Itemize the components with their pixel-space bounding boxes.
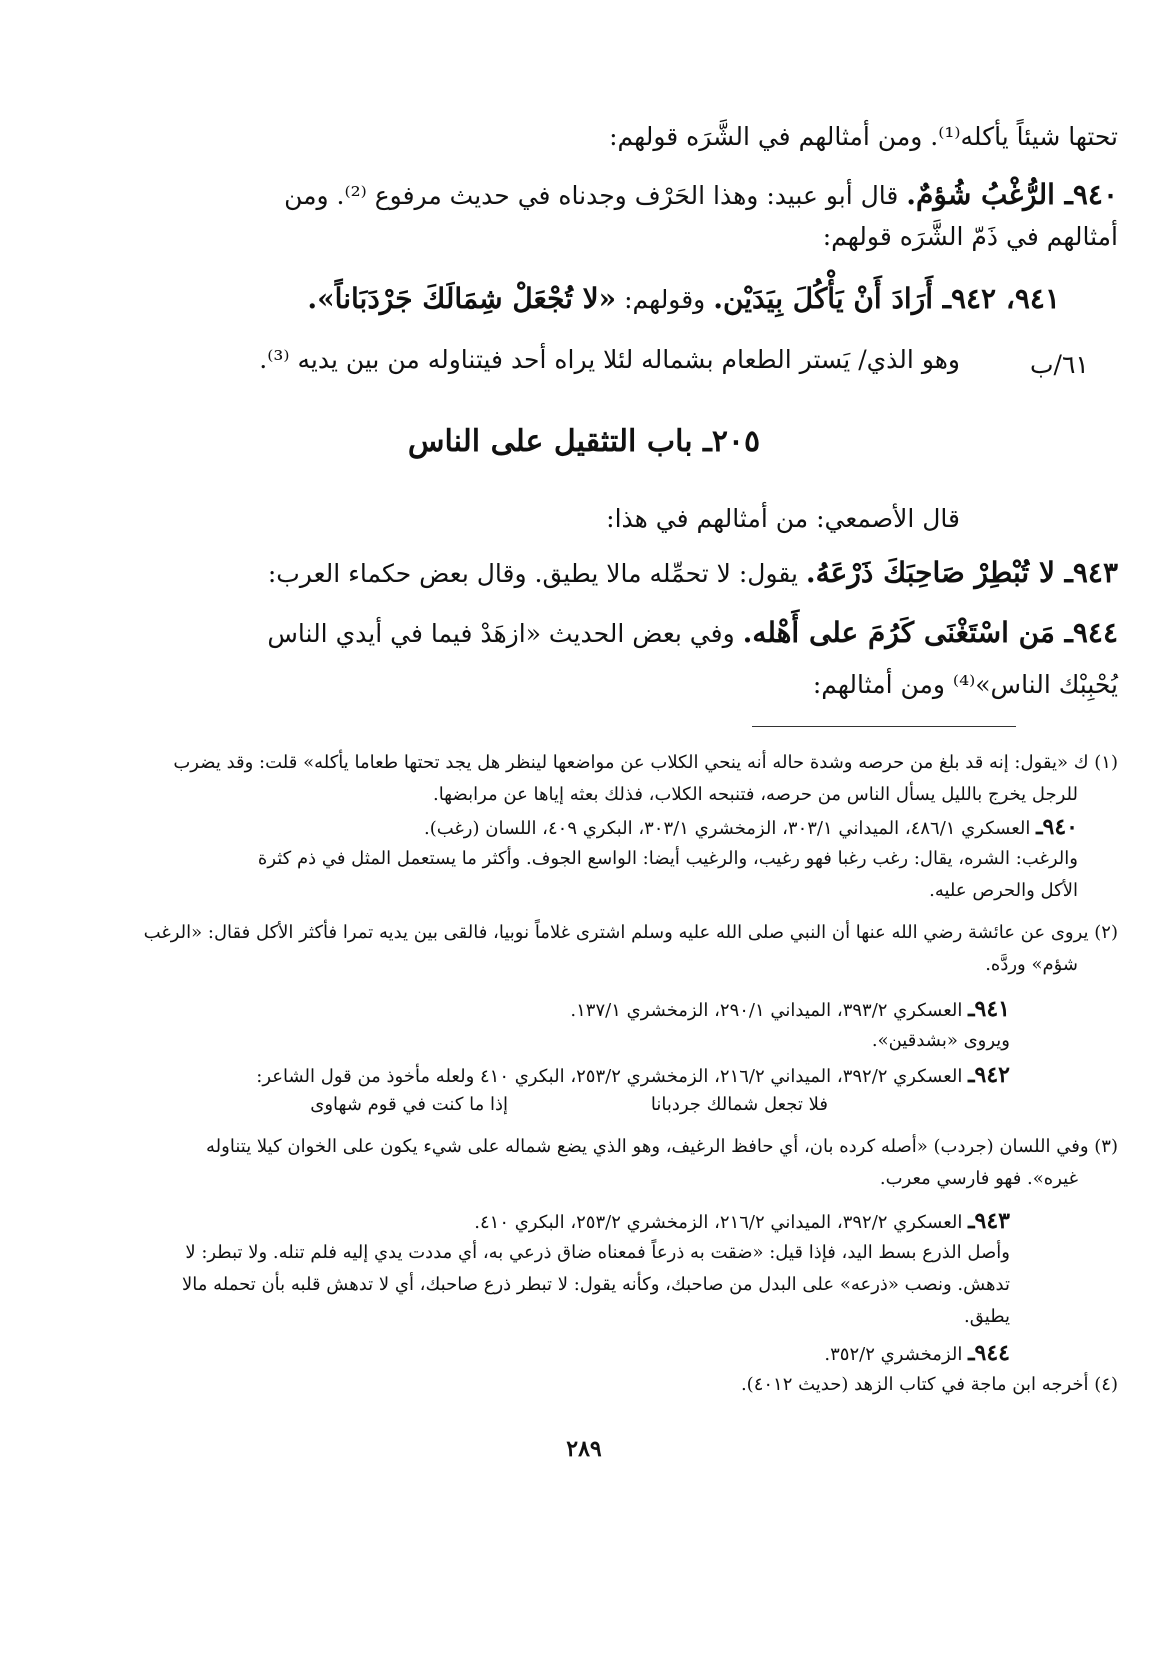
main-line-1-text: تحتها شيئاً يأكله⁽¹⁾. ومن أمثالهم في الشَّرَه قولهم:	[609, 122, 1118, 151]
proverb-943-comment: يقول: لا تحمِّله مالا يطيق. وقال بعض حكماء العرب:	[267, 559, 806, 588]
footnote-3-ref-944	[824, 1340, 1010, 1366]
proverb-944: ٩٤٤ـ مَن اسْتَغْنَى كَرُمَ على أَهْله.	[742, 616, 1118, 649]
footnote-2-ref-941	[570, 996, 1010, 1022]
ref-944-text: الزمخشري ٣٥٢/٢.	[824, 1344, 969, 1365]
footnote-1-line-4: والرغب: الشره، يقال: رغب رغبا فهو رغيب، والرغيب أيضا: الواسع الجوف. وأكثر ما يستعمل المثل في ذم كثرة	[257, 848, 1078, 869]
proverb-940: ٩٤٠ـ الرُّغْبُ شُؤمٌ.	[906, 178, 1118, 211]
footnote-3-line-2: غيره». فهو فارسي معرب.	[879, 1168, 1078, 1189]
footnote-1-ref-940	[424, 814, 1078, 840]
main-line-9-text: يُحْبِبْك الناس»⁽⁴⁾ ومن أمثالهم:	[812, 670, 1118, 699]
footnote-3-line-4: وأصل الذرع بسط اليد، فإذا قيل: «ضقت به ذرعاً فمعناه ضاق ذرعي به، أي مددت يدي إليه فلم تنله. ولا تبطر: لا	[185, 1242, 1010, 1263]
verse-hemistich-1: إذا ما كنت في قوم شهاوى	[310, 1094, 508, 1115]
main-line-5-text: وهو الذي/ يَستر الطعام بشماله لئلا يراه أحد فيتناوله من بين يديه ⁽³⁾.	[259, 345, 960, 374]
proverb-943: ٩٤٣ـ لا تُبْطِرْ صَاحِبَكَ ذَرْعَهُ.	[805, 556, 1118, 589]
proverb-940-line	[284, 178, 1118, 211]
proverb-940-comment: قال أبو عبيد: وهذا الحَرْف وجدناه في حديث مرفوع ⁽²⁾. ومن	[284, 181, 907, 210]
margin-folio-note: ٦١/ب	[1030, 350, 1089, 379]
ref-944-number: ٩٤٤ـ	[968, 1340, 1010, 1366]
proverb-944-line	[267, 616, 1118, 649]
ref-942-number: ٩٤٢ـ	[968, 1062, 1010, 1088]
ref-940-text: العسكري ٤٨٦/١، الميداني ٣٠٣/١، الزمخشري ٣٠٣/١، البكري ٤٠٩، اللسان (رغب).	[423, 818, 1037, 839]
footnote-3-line-5: تدهش. ونصب «ذرعه» على البدل من صاحبك، وكأنه يقول: لا تبطر ذرع صاحبك، أي لا تدهش قلبه بأن تحمله مالا	[181, 1274, 1010, 1295]
main-line-1	[609, 122, 1118, 151]
footnote-2-line-1: (٢) يروى عن عائشة رضي الله عنها أن النبي صلى الله عليه وسلم اشترى غلاماً نوبيا، فالقى بين يديه تمرا فأكثر الأكل فقال: «الرغب	[143, 922, 1118, 943]
footnote-1-line-2: للرجل يخرج بالليل يسأل الناس من حرصه، فتنبحه الكلاب، فذلك بعثه إياها عن مرابضها.	[432, 784, 1078, 805]
footnote-separator	[752, 726, 1016, 727]
ref-942-text: العسكري ٣٩٢/٢، الميداني ٢١٦/٢، الزمخشري ٢٥٣/٢، البكري ٤١٠ ولعله مأخوذ من قول الشاعر:	[256, 1066, 969, 1087]
ref-940-number: ٩٤٠ـ	[1036, 814, 1078, 840]
main-line-3-text: أمثالهم في ذَمّ الشَّرَه قولهم:	[822, 222, 1118, 251]
proverb-943-line	[268, 556, 1118, 589]
main-line-3	[823, 222, 1118, 251]
main-line-6-text: قال الأصمعي: من أمثالهم في هذا:	[606, 504, 960, 533]
footnote-3-line-1: (٣) وفي اللسان (جردب) «أصله كرده بان، أي حافظ الرغيف، وهو الذي يضع شماله على شيء يكون على الخوان كيلا يتناوله	[206, 1136, 1118, 1157]
proverb-941-942: ٩٤١، ٩٤٢ـ أَرَادَ أَنْ يَأْكُلَ بِيَدَيْن.	[713, 282, 1060, 315]
footnote-1-line-5: الأكل والحرص عليه.	[929, 880, 1078, 901]
footnote-1-line-1: (١) ك «يقول: إنه قد بلغ من حرصه وشدة حاله أنه ينحي الكلاب عن مواضعها لينظر هل يجد تحتها طعاما يأكله» قلت: وقد يضرب	[173, 752, 1118, 773]
proverb-connector: وقولهم:	[616, 285, 714, 314]
footnote-3-ref-943	[474, 1208, 1010, 1234]
footnote-2-ref-942	[256, 1062, 1010, 1088]
ref-943-text: العسكري ٣٩٢/٢، الميداني ٢١٦/٢، الزمخشري ٢٥٣/٢، البكري ٤١٠.	[474, 1212, 969, 1233]
chapter-title: ٢٠٥ـ باب التثقيل على الناس	[407, 424, 761, 459]
main-line-9	[813, 670, 1118, 699]
proverb-944-comment: وفي بعض الحديث «ازهَدْ فيما في أيدي الناس	[267, 619, 743, 648]
page-number: ٢٨٩	[566, 1436, 602, 1462]
footnote-2-line-2: شؤم» وردَّه.	[985, 954, 1078, 975]
ref-943-number: ٩٤٣ـ	[968, 1208, 1010, 1234]
proverb-jardaban: «لا تُجْعَلْ شِمَالَكَ جَرْدَبَاناً».	[307, 282, 617, 315]
main-line-5	[259, 345, 960, 374]
ref-941-text: العسكري ٣٩٣/٢، الميداني ٢٩٠/١، الزمخشري ١٣٧/١.	[570, 1000, 969, 1021]
verse-hemistich-2: فلا تجعل شمالك جردبانا	[650, 1094, 828, 1115]
main-line-6	[606, 504, 960, 533]
ref-941-number: ٩٤١ـ	[968, 996, 1010, 1022]
footnote-2-line-4: ويروى «بشدقين».	[871, 1030, 1010, 1051]
proverb-941-942-line	[307, 282, 1060, 315]
footnote-3-line-6: يطيق.	[964, 1306, 1010, 1327]
footnote-4: (٤) أخرجه ابن ماجة في كتاب الزهد (حديث ٤٠١٢).	[740, 1374, 1118, 1395]
